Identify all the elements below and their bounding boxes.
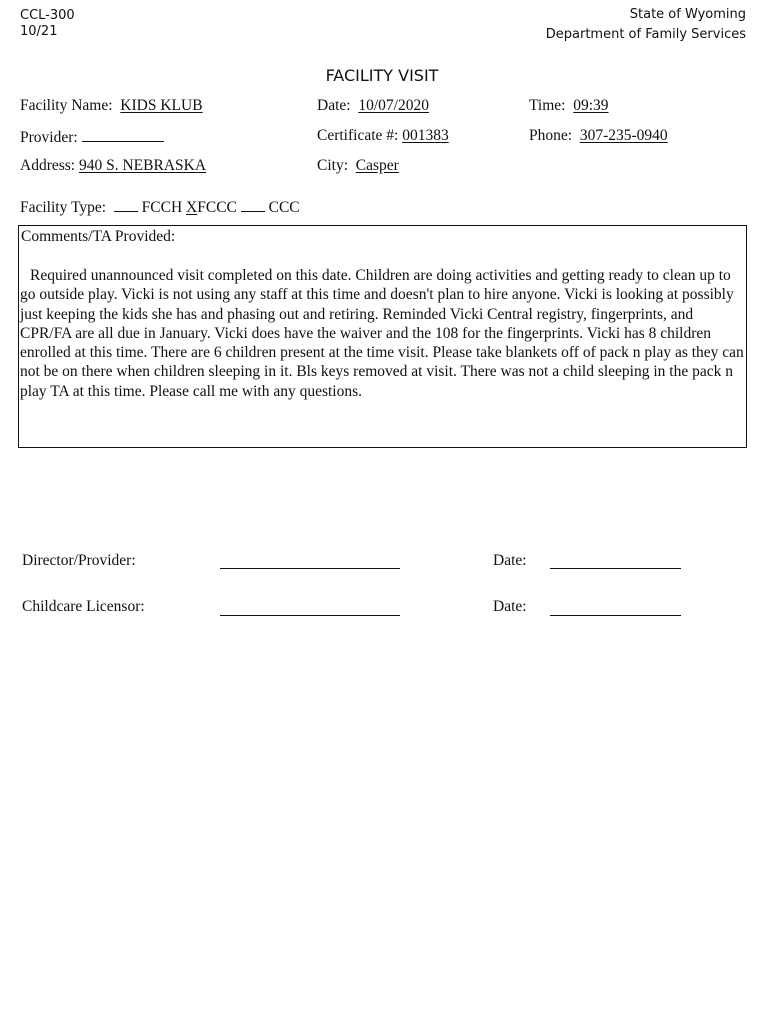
provider-label: Provider: [20,129,78,146]
licensor-date-label: Date: [493,598,527,615]
facility-name-label: Facility Name: [20,97,113,114]
form-revision-date: 10/21 [20,24,58,39]
fcch-option: FCCH [141,199,183,216]
phone-field [529,127,668,145]
ccc-mark [241,197,265,212]
form-code-block [20,8,75,40]
childcare-licensor-label: Childcare Licensor: [22,598,145,615]
city-label: City: [317,157,349,174]
time-value: 09:39 [573,97,609,114]
certificate-field [317,127,449,145]
licensor-signature-line [220,615,400,616]
facility-type-label: Facility Type: [20,199,107,216]
fcch-mark [114,197,138,212]
date-value: 10/07/2020 [358,97,429,114]
certificate-value: 001383 [402,127,449,144]
facility-type-field [20,197,300,217]
certificate-label: Certificate #: [317,127,399,144]
city-value: Casper [355,157,399,174]
time-label: Time: [529,97,566,114]
state-name: State of Wyoming [629,7,746,22]
time-field [529,97,609,115]
director-date-label: Date: [493,552,527,569]
facility-name-value: KIDS KLUB [120,97,203,114]
date-field [317,97,429,115]
date-label: Date: [317,97,351,114]
department-name: Department of Family Services [545,27,746,42]
director-date-line [550,568,681,569]
phone-label: Phone: [529,127,573,144]
agency-block [546,5,746,45]
fcch-x-mark: X [186,199,198,216]
provider-value [82,127,164,142]
comments-label: Comments/TA Provided: [21,228,176,245]
facility-name-field [20,97,203,115]
form-code: CCL-300 [20,8,75,23]
comments-box [18,225,747,448]
city-field [317,157,399,175]
licensor-date-line [550,615,681,616]
address-value: 940 S. NEBRASKA [78,157,207,174]
form-title: FACILITY VISIT [325,66,439,85]
provider-field [20,127,164,147]
phone-value: 307-235-0940 [579,127,668,144]
address-label: Address: [20,157,76,174]
comments-text: Required unannounced visit completed on this date. Children are doing activities and getting ready to clean up to go outside play. Vicki is not using any staff at this time and doesn't plan to hire anyone. Vicki is looking at possibly just keeping the kids she has and phasing out and retiring. Reminded Vicki Central registry, fingerprints, and CPR/FA are all due in January. Vicki does have the waiver and the 108 for the fingerprints. Vicki has 8 children enrolled at this time. There are 6 children present at the time visit. Please take blankets off of pack n play as they can not be on there when children sleeping in it. Bls keys removed at visit. There was not a child sleeping in the pack n play TA at this time. Please call me with any questions. [20,267,744,400]
fccc-option: FCCC [197,199,237,216]
director-signature-line [220,568,400,569]
ccc-option: CCC [268,199,300,216]
address-field [20,157,206,175]
director-provider-label: Director/Provider: [22,552,136,569]
